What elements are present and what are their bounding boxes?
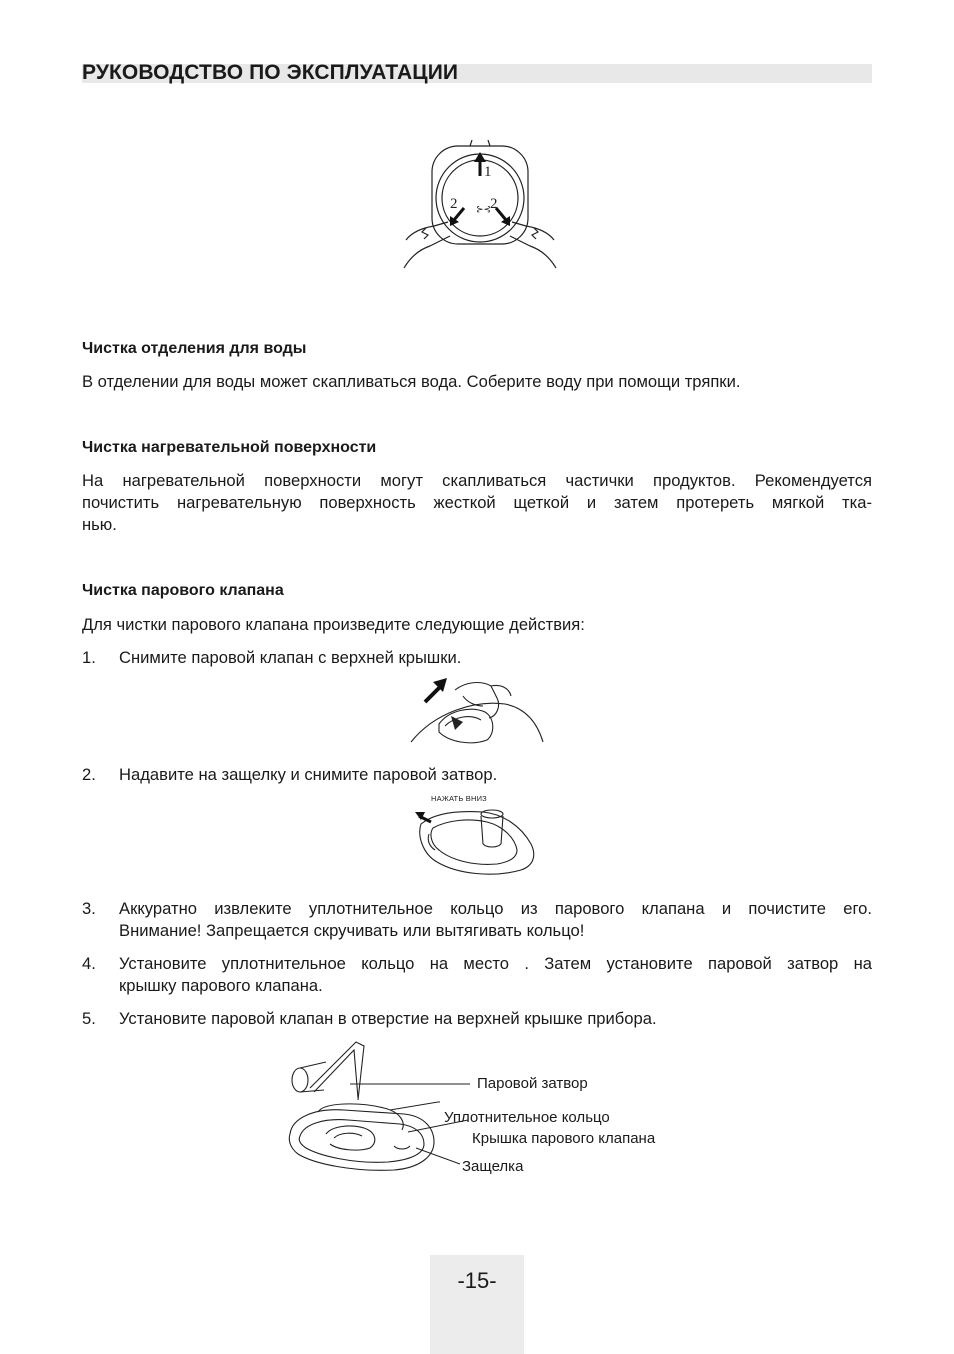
- list-item-text: Снимите паровой клапан с верхней крышки.: [119, 648, 462, 667]
- text-heating-surface-line1: На нагревательной поверхности могут скапливаться частички продуктов. Рекомендуется: [82, 471, 872, 490]
- page-title: РУКОВОДСТВО ПО ЭКСПЛУАТАЦИИ: [82, 61, 459, 84]
- list-item-text: Установите уплотнительное кольцо на место . Затем установите паровой затвор на: [119, 954, 872, 973]
- list-item-number: 3.: [82, 899, 96, 918]
- list-item-number: 2.: [82, 765, 96, 784]
- list-item: [82, 764, 872, 786]
- text-water-compartment: В отделении для воды может скапливаться вода. Соберите воду при помощи тряпки.: [82, 372, 741, 391]
- figure-remove-valve: [405, 672, 547, 748]
- text-heating-surface-line3: нью.: [82, 515, 117, 534]
- list-item-text: Аккуратно извлеките уплотнительное кольцо из парового клапана и почистите его.: [119, 899, 872, 918]
- figure-label-2-right: 2: [490, 196, 498, 212]
- svg-text:⊱⊰: ⊱⊰: [476, 205, 492, 215]
- figure-open-lid: [400, 140, 560, 282]
- list-item: [82, 647, 872, 669]
- callout-valve-cover: Крышка парового клапана: [472, 1130, 656, 1147]
- press-down-label: НАЖАТЬ ВНИЗ: [431, 794, 487, 803]
- page-number: -15-: [457, 1268, 497, 1293]
- figure-label-2-left: 2: [450, 196, 458, 212]
- list-item-number: 1.: [82, 648, 96, 667]
- callout-latch: Защелка: [462, 1158, 524, 1175]
- text-heating-surface-line2: почистить нагревательную поверхность жесткой щеткой и затем протереть мягкой тка-: [82, 493, 872, 512]
- figure-press-latch: [413, 804, 539, 882]
- list-item-text-warning: Внимание! Запрещается скручивать или вытягивать кольцо!: [119, 921, 585, 940]
- callout-sealing-ring: Уплотнительное кольцо: [444, 1109, 610, 1126]
- text-steam-valve-intro: Для чистки парового клапана произведите следующие действия:: [82, 615, 585, 634]
- heading-steam-valve: Чистка парового клапана: [82, 582, 284, 599]
- callout-steam-shutter: Паровой затвор: [477, 1075, 588, 1092]
- list-item: [82, 953, 872, 997]
- list-item-text: Надавите на защелку и снимите паровой затвор.: [119, 765, 498, 784]
- figure-label-1: 1: [484, 164, 492, 180]
- list-item-text: Установите паровой клапан в отверстие на верхней крышке прибора.: [119, 1009, 657, 1028]
- heading-water-compartment: Чистка отделения для воды: [82, 340, 307, 357]
- heading-heating-surface: Чистка нагревательной поверхности: [82, 439, 377, 456]
- list-item: [82, 898, 872, 942]
- list-item-number: 4.: [82, 954, 96, 973]
- list-item-text-cont: крышку парового клапана.: [119, 976, 323, 995]
- list-item-number: 5.: [82, 1009, 96, 1028]
- list-item: [82, 1008, 872, 1030]
